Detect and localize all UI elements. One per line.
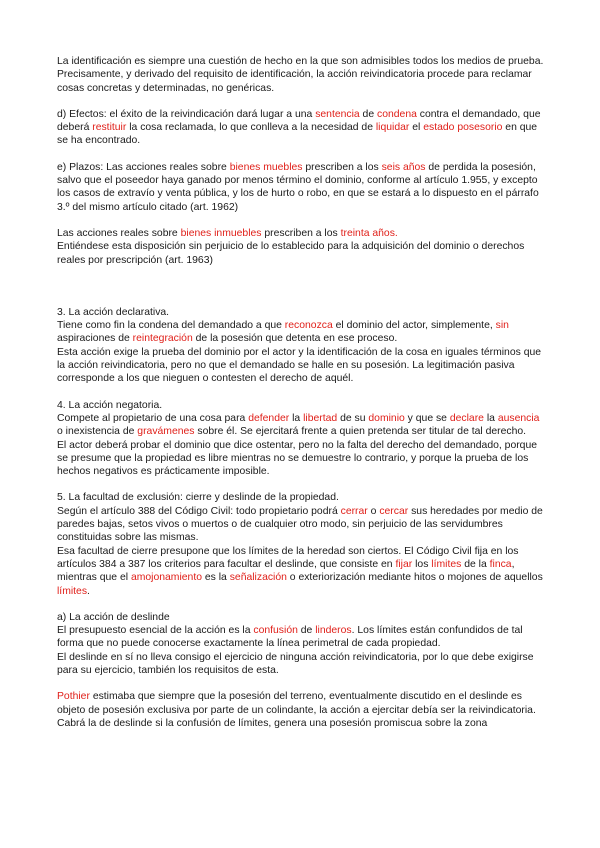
text-run: aspiraciones de — [57, 333, 133, 345]
heading-accion-declarativa: 3. La acción declarativa. — [57, 306, 170, 318]
keyword-sin: sin — [495, 320, 509, 332]
keyword-ausencia: ausencia — [497, 412, 540, 424]
text-run: El presupuesto esencial de la acción es la — [57, 625, 254, 637]
text-run: de la — [461, 558, 490, 570]
text-run: el — [409, 122, 424, 134]
keyword-reconozca: reconozca — [284, 320, 333, 332]
text-run: la cosa reclamada, lo que conlleva a la necesidad de — [126, 122, 376, 134]
text-run: sus heredades por medio de paredes bajas, setos vivos o muertos o de cualquier otro modo, sin perjuicio de las servidumbres constituidas sobre las mismas. — [57, 505, 543, 544]
paragraph-facultad-cierre — [57, 545, 547, 598]
keyword-fijar: fijar — [395, 558, 413, 570]
text-run: de su — [337, 412, 369, 424]
keyword-seis-anos: seis años — [381, 161, 426, 173]
paragraph-pothier — [57, 690, 547, 730]
keyword-sentencia: sentencia — [315, 108, 360, 120]
paragraph-plazos — [57, 161, 547, 214]
text-run: o inexistencia de — [57, 426, 138, 438]
text-run: o — [367, 505, 380, 517]
text-run: o exteriorización mediante hitos o mojones de aquellos — [286, 572, 543, 584]
text-run: el dominio del actor, simplemente, — [332, 320, 496, 332]
heading-accion-negatoria: 4. La acción negatoria. — [57, 399, 163, 411]
text-run: Compete al propietario de una cosa para — [57, 412, 249, 424]
keyword-limites-2: límites — [57, 585, 88, 597]
text-run: de la posesión que detenta en ese proceso. — [192, 333, 398, 345]
text-run: Las acciones reales sobre — [57, 227, 181, 239]
paragraph-identificacion — [57, 55, 547, 95]
keyword-limites: límites — [431, 558, 462, 570]
keyword-confusion: confusión — [253, 625, 298, 637]
paragraph-text: La identificación es siempre una cuestión de hecho en la que son admisibles todos los medios de prueba. Precisamente, y derivado del requisito de identificación, la acción reivindicatoria procede para reclamar cosas concretas y determinadas, no genéricas. — [57, 56, 544, 94]
keyword-restituir: restituir — [92, 122, 127, 134]
text-run: y que se — [404, 412, 450, 424]
keyword-liquidar: liquidar — [375, 122, 410, 134]
paragraph-negatoria-prueba: El actor deberá probar el dominio que dice ostentar, pero no la falta del derecho del demandado, porque se presume que la propiedad es libre mientras no se demuestre lo contrario, y porque la prueba de los hechos negativos es prácticamente imposible. — [57, 439, 538, 478]
keyword-reintegracion: reintegración — [132, 333, 193, 345]
paragraph-declarativa — [57, 319, 547, 346]
heading-accion-deslinde: a) La acción de deslinde — [57, 611, 170, 623]
paragraph-deslinde-ejercicio: El deslinde en sí no lleva consigo el ejercicio de ninguna acción reivindicatoria, por lo que debe exigirse para su ejercicio, también los requisitos de esta. — [57, 651, 534, 676]
text-run: . Los límites están confundidos de tal forma que no puede conocerse exactamente la línea perimetral de cada propiedad. — [57, 625, 523, 650]
keyword-dominio: dominio — [368, 412, 405, 424]
keyword-amojonamiento: amojonamiento — [130, 572, 202, 584]
text-run: . — [87, 585, 90, 597]
keyword-bienes-inmuebles: bienes inmuebles — [180, 227, 262, 239]
keyword-estado-posesorio: estado posesorio — [423, 122, 503, 134]
text-run: estimaba que siempre que la posesión del terreno, eventualmente discutido en el deslinde es objeto de posesión exclusiva por parte de un colindante, la acción a ejercitar debía ser la reivindicatoria. Cabrá la de deslinde si la confusión de límites, genera una posesión promiscua sobre la zona — [57, 691, 536, 729]
text-run: contra el demandado, que deberá — [57, 108, 541, 134]
keyword-senalizacion: señalización — [229, 572, 287, 584]
paragraph-declarativa-prueba: Esta acción exige la prueba del dominio por el actor y la identificación de la cosa en iguales términos que la acción reivindicatoria, pero no que el demandado se halle en su posesión. La legitimación pasiva corresponde a los que nieguen o contesten el derecho de aquél. — [57, 346, 542, 385]
keyword-cerrar: cerrar — [340, 505, 368, 517]
keyword-treinta-anos: treinta años. — [340, 227, 398, 239]
text-run: , mientras que el — [57, 558, 515, 584]
keyword-cercar: cercar — [379, 505, 409, 517]
keyword-finca: finca — [489, 558, 512, 570]
keyword-gravamenes: gravámenes — [137, 426, 195, 438]
text-run: Entiéndese esta disposición sin perjuicio de lo establecido para la adquisición del dominio o derechos reales por prescripción (art. 1963) — [57, 241, 525, 266]
text-run: e) Plazos: Las acciones reales sobre — [57, 161, 230, 173]
keyword-libertad: libertad — [303, 412, 338, 424]
text-run: la — [289, 412, 304, 424]
text-run: Esa facultad de cierre presupone que los límites de la heredad son ciertos. El Código Civil fija en los artículos 384 a 387 los criterios para facultar el deslinde, que consiste en — [57, 545, 519, 570]
paragraph-negatoria — [57, 412, 547, 439]
keyword-pothier: Pothier — [57, 691, 90, 703]
paragraph-articulo-388 — [57, 505, 547, 545]
paragraph-deslinde — [57, 624, 547, 651]
text-run: de — [359, 108, 378, 120]
text-run: en que se ha encontrado. — [57, 122, 538, 147]
keyword-linderos: linderos — [315, 625, 352, 637]
text-run: Tiene como fin la condena del demandado a que — [57, 320, 285, 332]
keyword-declare: declare — [449, 412, 484, 424]
text-run: d) Efectos: el éxito de la reivindicación dará lugar a una — [57, 108, 316, 120]
text-run: prescriben a los — [302, 161, 382, 173]
paragraph-inmuebles — [57, 227, 547, 240]
keyword-condena: condena — [377, 108, 417, 120]
keyword-bienes-muebles: bienes muebles — [229, 161, 303, 173]
text-run: es la — [201, 572, 230, 584]
text-run: la — [483, 412, 498, 424]
text-run: de perdida la posesión, salvo que el poseedor haya ganado por menos término el dominio, conforme al artículo 1.955, y excepto los casos de extravío y venta pública, y los de hurto o robo, en que se estará a lo dispuesto en el párrafo 3.º del mismo artículo citado (art. 1962) — [57, 161, 539, 213]
paragraph-efectos — [57, 108, 547, 148]
paragraph-prescripcion — [57, 240, 547, 267]
heading-facultad-exclusion: 5. La facultad de exclusión: cierre y deslinde de la propiedad. — [57, 492, 339, 504]
text-run: de — [297, 625, 316, 637]
text-run: Según el artículo 388 del Código Civil: todo propietario podrá — [57, 505, 341, 517]
text-run: prescriben a los — [261, 227, 341, 239]
text-run: los — [412, 558, 432, 570]
text-run: sobre él. Se ejercitará frente a quien pretenda ser titular de tal derecho. — [194, 426, 527, 438]
document-body — [57, 55, 547, 730]
keyword-defender: defender — [248, 412, 290, 424]
